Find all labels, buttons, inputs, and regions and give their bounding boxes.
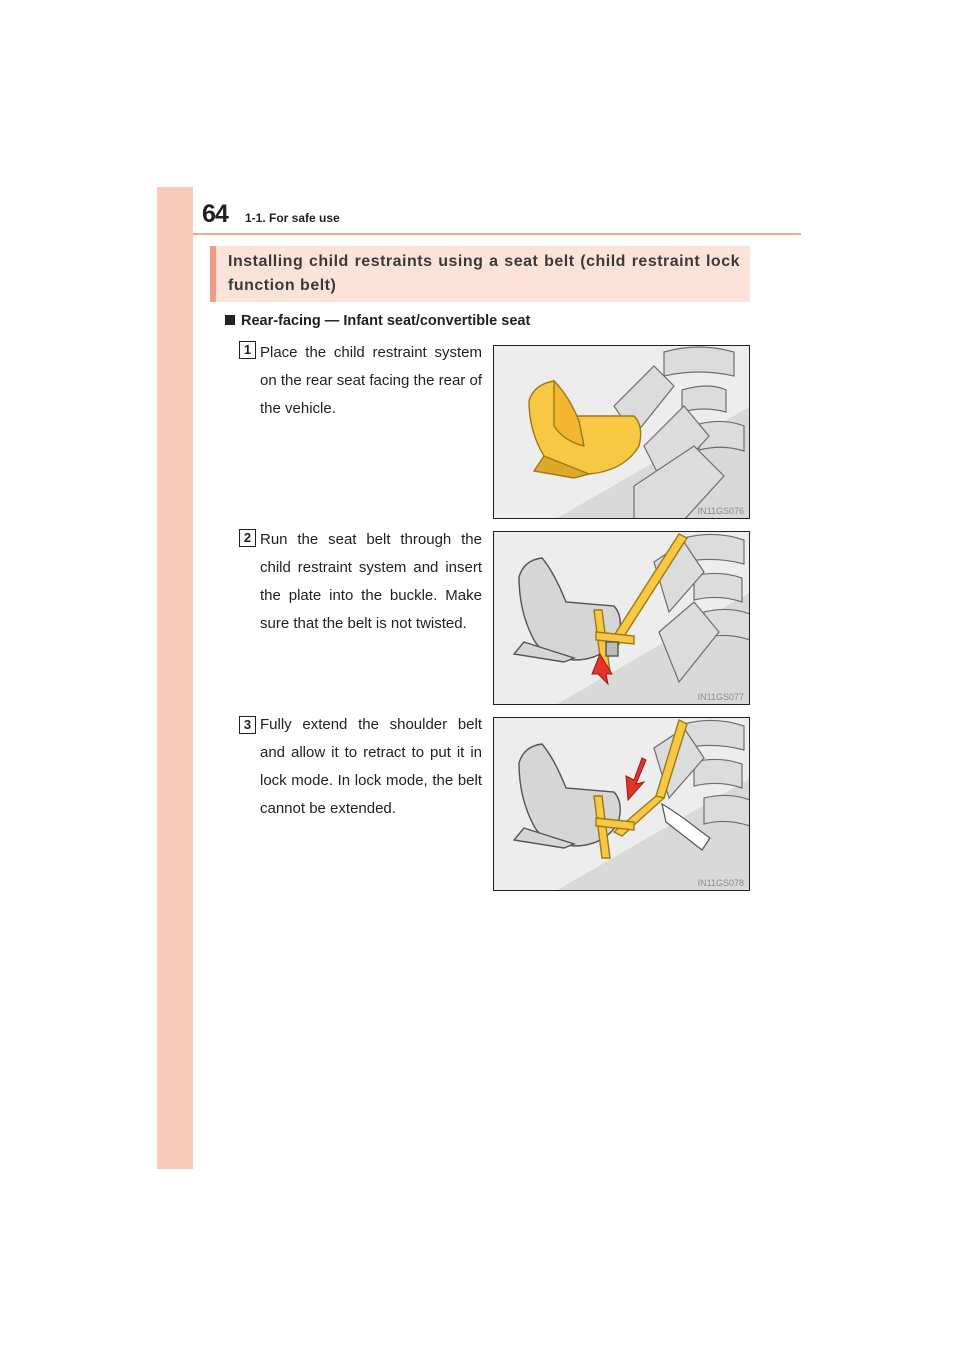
seat-illustration-3: [494, 718, 750, 891]
step-3-figure: [493, 717, 750, 891]
step-3-text: Fully extend the shoulder belt and allow it to retract to put it in lock mode. In lock mode, the belt cannot be extended.: [260, 716, 482, 817]
figure-code-1: IN11GS076: [697, 506, 744, 516]
seat-illustration-1: [494, 346, 750, 519]
section-label: 1-1. For safe use: [245, 211, 340, 225]
step-3-number: 3: [239, 716, 256, 734]
section-title: Installing child restraints using a seat belt (child restraint lock function belt): [228, 253, 740, 294]
figure-code-2: IN11GS077: [697, 692, 744, 702]
page-number: 64: [202, 200, 228, 228]
subheading: [225, 313, 530, 329]
step-1-text: Place the child restraint system on the rear seat facing the rear of the vehicle.: [260, 344, 482, 417]
step-2-figure: [493, 531, 750, 705]
seat-illustration-2: [494, 532, 750, 705]
step-2-text: Run the seat belt through the child restraint system and insert the plate into the buckle. Make sure that the belt is not twisted.: [260, 531, 482, 632]
step-2-number: 2: [239, 529, 256, 547]
square-bullet-icon: [225, 315, 235, 325]
step-1-figure: [493, 345, 750, 519]
subheading-text: Rear-facing — Infant seat/convertible seat: [241, 313, 531, 329]
page-sidebar-tab: [157, 187, 193, 1169]
figure-code-3: IN11GS078: [697, 878, 744, 888]
header-rule: [193, 233, 801, 235]
section-heading-box: [210, 246, 750, 302]
step-1-number: 1: [239, 341, 256, 359]
